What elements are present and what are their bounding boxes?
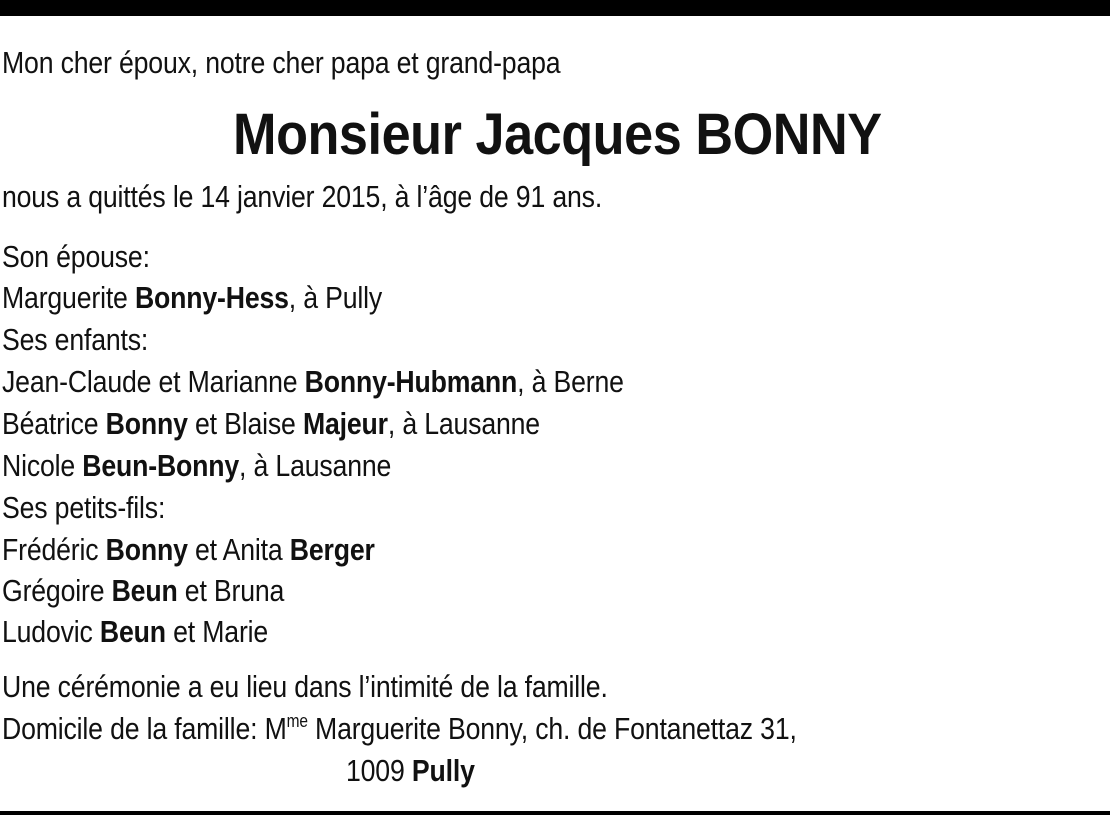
- place: , à Pully: [288, 280, 383, 315]
- place: , à Lausanne: [239, 448, 392, 483]
- death-notice-line: nous a quittés le 14 janvier 2015, à l’âge de 91 ans.: [2, 179, 603, 214]
- first-name: Grégoire: [2, 573, 105, 608]
- first-name: Frédéric: [2, 532, 99, 567]
- surname: Bonny-Hubmann: [304, 364, 518, 399]
- partner-name: et Anita: [194, 532, 283, 567]
- address-title: M: [264, 711, 287, 746]
- grandchild-entry: [2, 529, 375, 571]
- first-name: Ludovic: [2, 614, 93, 649]
- surname: Bonny: [105, 532, 188, 567]
- surname: Beun: [99, 614, 166, 649]
- partner-name: et Marie: [173, 614, 269, 649]
- intro-line: Mon cher époux, notre cher papa et grand-papa: [2, 45, 561, 80]
- deceased-name: [2, 98, 1110, 172]
- address-city: Pully: [411, 753, 475, 788]
- child-entry: [2, 403, 540, 445]
- place: , à Berne: [517, 364, 624, 399]
- surname: Bonny: [105, 406, 188, 441]
- obituary-notice: [2, 0, 1102, 811]
- address-label: Domicile de la famille:: [2, 711, 258, 746]
- children-heading: Ses enfants:: [2, 322, 149, 357]
- partner-surname: Majeur: [302, 406, 388, 441]
- deceased-name-text: Monsieur Jacques BONNY: [232, 102, 882, 167]
- address-street: Marguerite Bonny, ch. de Fontanettaz 31,: [315, 711, 797, 746]
- spouse-heading: Son épouse:: [2, 239, 150, 274]
- surname: Beun-Bonny: [82, 448, 240, 483]
- address-line: [2, 708, 797, 750]
- grandchild-entry: [2, 570, 284, 612]
- first-name: Jean-Claude et Marianne: [2, 364, 298, 399]
- first-name: Béatrice: [2, 406, 99, 441]
- partner-name: et Blaise: [194, 406, 296, 441]
- partner-name: et Bruna: [184, 573, 285, 608]
- place: , à Lausanne: [387, 406, 540, 441]
- first-name: Nicole: [2, 448, 76, 483]
- partner-surname: Berger: [289, 532, 375, 567]
- surname: Beun: [111, 573, 178, 608]
- spouse-entry: [2, 277, 382, 319]
- bottom-border: [0, 811, 1110, 815]
- surname: Bonny-Hess: [134, 280, 289, 315]
- grandchild-entry: [2, 611, 268, 653]
- address-postcode: 1009: [346, 753, 405, 788]
- grandchildren-heading: Ses petits-fils:: [2, 490, 166, 525]
- address-city-line: [346, 750, 475, 792]
- address-title-sup: me: [286, 711, 308, 731]
- ceremony-line: Une cérémonie a eu lieu dans l’intimité de la famille.: [2, 669, 608, 704]
- first-name: Marguerite: [2, 280, 128, 315]
- child-entry: [2, 445, 391, 487]
- child-entry: [2, 361, 624, 403]
